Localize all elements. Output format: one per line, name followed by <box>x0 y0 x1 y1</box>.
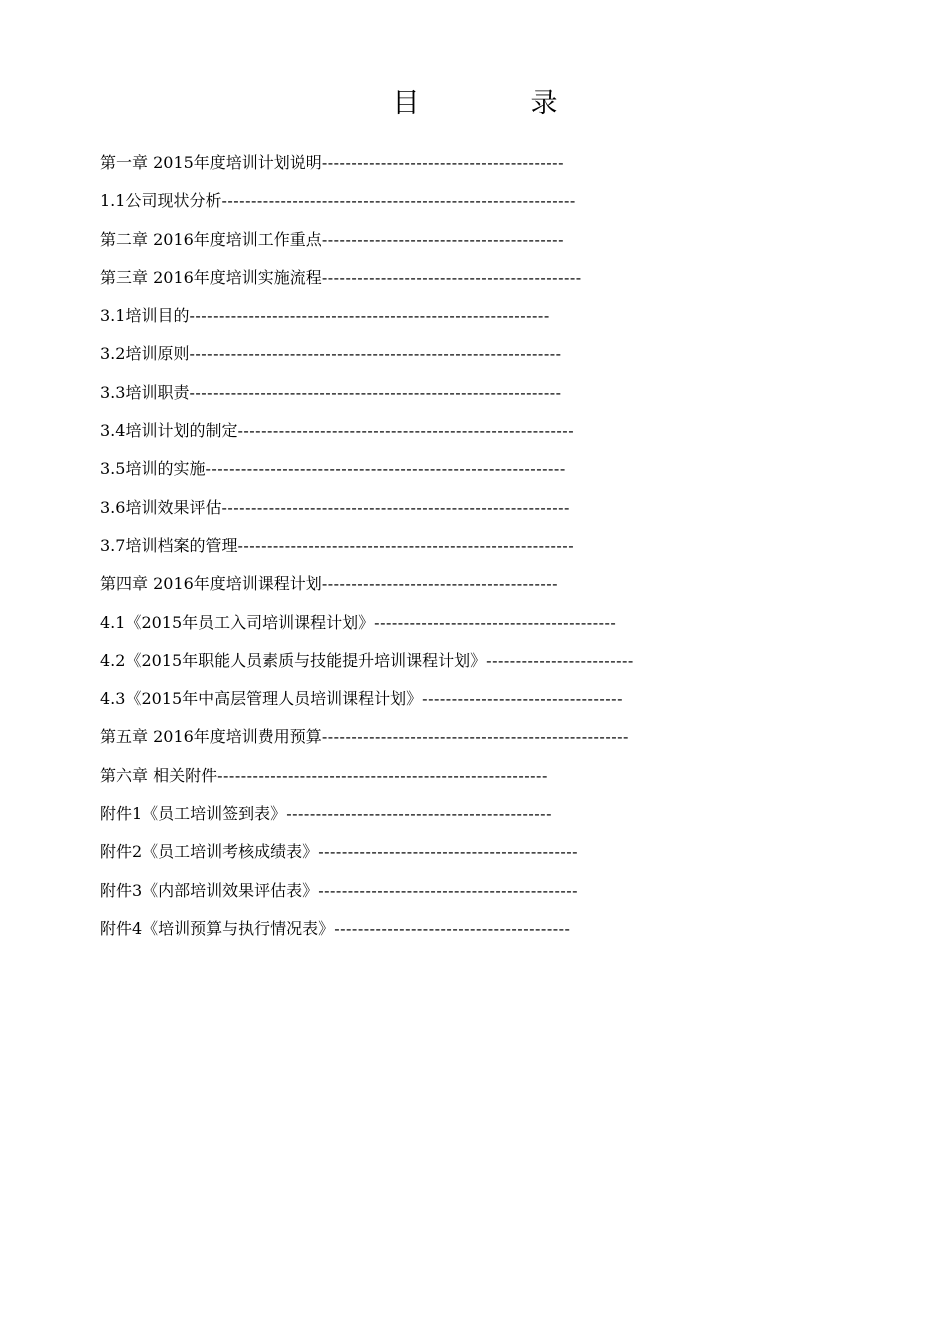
toc-entry[interactable] <box>100 335 880 373</box>
toc-entry[interactable] <box>100 718 880 756</box>
toc-entry[interactable] <box>100 412 880 450</box>
toc-entry-leader: ----------------------------------------------------------- <box>221 497 570 517</box>
toc-entry[interactable] <box>100 259 880 297</box>
toc-entry-leader: ----------------------------------------- <box>374 612 617 632</box>
toc-entry[interactable] <box>100 604 880 642</box>
toc-entry-label: 3.1培训目的 <box>100 306 190 326</box>
toc-entry-leader: ---------------------------------------------------- <box>321 727 629 747</box>
toc-entry-label: 3.3培训职责 <box>100 382 190 402</box>
toc-entry-label: 第三章 2016年度培训实施流程 <box>100 267 322 287</box>
toc-entry-label: 附件4《培训预算与执行情况表》 <box>100 918 335 938</box>
toc-entry-label: 4.2《2015年职能人员素质与技能提升培训课程计划》 <box>100 650 487 670</box>
toc-entry-leader: -------------------------------------------- <box>318 842 579 862</box>
toc-entry[interactable] <box>100 833 880 871</box>
toc-entry-leader: -------------------------------------------- <box>321 267 582 287</box>
toc-entry-label: 第六章 相关附件 <box>100 765 218 785</box>
toc-entry-leader: ------------------------------------------------------------ <box>221 191 576 211</box>
toc-entry[interactable] <box>100 680 880 718</box>
toc-entry[interactable] <box>100 757 880 795</box>
toc-entry[interactable] <box>100 221 880 259</box>
toc-entry-label: 3.2培训原则 <box>100 344 190 364</box>
table-of-contents <box>100 144 880 948</box>
toc-entry-leader: --------------------------------------------------------- <box>237 535 575 555</box>
toc-entry-leader: ------------------------------------------------------------- <box>205 459 566 479</box>
toc-entry-leader: --------------------------------------------------------------- <box>189 382 562 402</box>
toc-entry-leader: ---------------------------------------- <box>321 574 559 594</box>
toc-entry[interactable] <box>100 144 880 182</box>
toc-entry[interactable] <box>100 642 880 680</box>
toc-entry[interactable] <box>100 910 880 948</box>
toc-entry[interactable] <box>100 489 880 527</box>
toc-entry[interactable] <box>100 297 880 335</box>
toc-entry-leader: --------------------------------------------- <box>286 804 552 824</box>
toc-entry-label: 3.6培训效果评估 <box>100 497 222 517</box>
toc-entry-label: 第四章 2016年度培训课程计划 <box>100 574 322 594</box>
toc-entry-label: 4.1《2015年员工入司培训课程计划》 <box>100 612 375 632</box>
toc-entry-leader: ----------------------------------------- <box>321 153 564 172</box>
toc-entry-label: 第五章 2016年度培训费用预算 <box>100 727 322 747</box>
toc-entry-leader: -------------------------------------------------------- <box>217 765 548 785</box>
toc-entry-label: 第一章 2015年度培训计划说明 <box>100 153 322 172</box>
toc-entry-leader: ------------------------------------------------------------- <box>189 306 550 326</box>
toc-entry-label: 第二章 2016年度培训工作重点 <box>100 229 322 249</box>
toc-entry-leader: --------------------------------------------------------- <box>237 421 575 441</box>
toc-entry-leader: ---------------------------------------- <box>334 918 571 938</box>
toc-entry-label: 附件3《内部培训效果评估表》 <box>100 880 319 900</box>
toc-entry[interactable] <box>100 565 880 603</box>
toc-entry[interactable] <box>100 872 880 910</box>
toc-entry[interactable] <box>100 795 880 833</box>
toc-entry[interactable] <box>100 450 880 488</box>
toc-entry-leader: -------------------------------------------- <box>318 880 579 900</box>
toc-entry-label: 4.3《2015年中高层管理人员培训课程计划》 <box>100 689 423 709</box>
page-title: 目 录 <box>392 88 600 119</box>
toc-entry-leader: --------------------------------------------------------------- <box>189 344 562 364</box>
toc-entry[interactable] <box>100 182 880 220</box>
toc-entry-leader: ------------------------- <box>486 650 634 670</box>
toc-entry-label: 3.5培训的实施 <box>100 459 206 479</box>
toc-entry-label: 附件1《员工培训签到表》 <box>100 804 287 824</box>
toc-entry-leader: ---------------------------------- <box>422 689 623 709</box>
toc-entry-label: 附件2《员工培训考核成绩表》 <box>100 842 319 862</box>
toc-entry-label: 3.7培训档案的管理 <box>100 535 238 555</box>
toc-entry[interactable] <box>100 374 880 412</box>
toc-entry-label: 3.4培训计划的制定 <box>100 421 238 441</box>
toc-entry[interactable] <box>100 527 880 565</box>
toc-entry-leader: ----------------------------------------- <box>321 229 564 249</box>
toc-entry-label: 1.1公司现状分析 <box>100 191 222 211</box>
